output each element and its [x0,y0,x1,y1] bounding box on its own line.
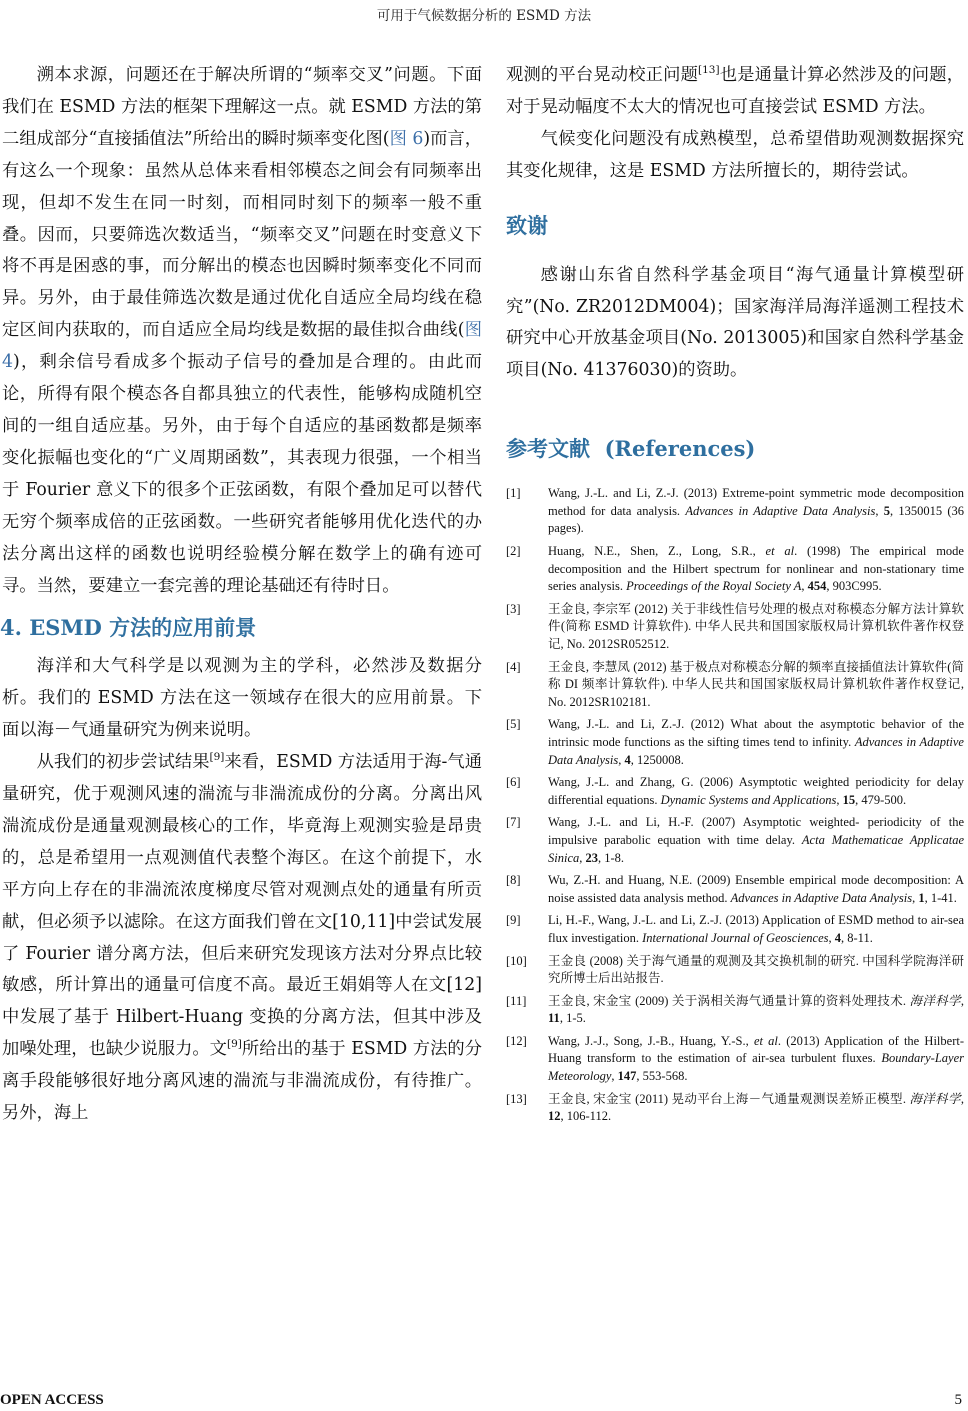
reference-text: 王金良, 宋金宝 (2011) 晃动平台上海－气通量观测误差矫正模型. 海洋科学, 12, 106-112. [548,1091,964,1124]
reference-number: [9] [506,913,521,928]
reference-text: Wang, J.-L. and Li, H.-F. (2007) Asymptotic weighted- periodicity of the impulsive parabolic equation with time delay. Acta Mathematicae Applicatae Sinica, 23, 1-8. [548,815,965,865]
reference-text: Wang, J.-L. and Li, Z.-J. (2012) What about the asymptotic behavior of the intrinsic mode functions as the sifting times tend to infinity. Advances in Adaptive Data Analysis, 4, 1250008. [548,717,964,767]
reference-text: 王金良, 宋金宝 (2009) 关于涡相关海气通量计算的资料处理技术. 海洋科学, 11, 1-5. [548,993,964,1026]
reference-item [506,1091,964,1126]
reference-text: Wang, J.-L. and Li, Z.-J. (2013) Extreme-point symmetric mode decomposition method for data analysis. Advances in Adaptive Data Analysis, 5, 1350015 (36 pages). [548,486,965,536]
right-column [506,60,964,1131]
reference-item [506,872,964,907]
reference-list [506,485,964,1126]
citation-superscript: [9] [227,1038,242,1051]
reference-item [506,953,964,988]
citation-superscript: [13] [698,64,720,77]
text-span: )，剩余信号看成多个振动子信号的叠加是合理的。由此而论，所得有限个模态各自都具独立的代表性，能够构成随机空间的一组自适应基。另外，由于每个自适应的基函数都是频率变化振幅也变化的“广义周期函数”，其表现力很强，一个相当于 Fourier 意义下的很多个正弦函数，有限个叠加足可以替代无穷个频率成倍的正弦函数。一些研究者能够用优化迭代的办法分离出这样的函数也说明经验模分解在数学上的确有迹可寻。当然，要建立一套完善的理论基础还有待时日。 [2,352,482,596]
paragraph-climate-change: 气候变化问题没有成熟模型，总希望借助观测数据探究其变化规律，这是 ESMD 方法所擅长的，期待尝试。 [506,128,964,181]
figure-4-link[interactable]: 图 4 [2,320,482,373]
reference-item [506,485,964,538]
reference-item [506,814,964,867]
reference-number: [11] [506,993,527,1008]
reference-text: 王金良 (2008) 关于海气通量的观测及其交换机制的研究. 中国科学院海洋研究所博士后出站报告. [548,953,964,986]
reference-number: [6] [506,775,521,790]
paragraph-application-intro: 海洋和大气科学是以观测为主的学科，必然涉及数据分析。我们的 ESMD 方法在这一领域存在很大的应用前景。下面以海－气通量研究为例来说明。 [2,656,482,741]
section-4-heading: 4. ESMD 方法的应用前景 [0,615,257,641]
text-span: 所给出的基于 ESMD 方法的分离手段能够很好地分离风速的湍流与非湍流成份，有待推广。另外，海上 [2,1039,482,1124]
reference-number: [7] [506,815,521,830]
running-header: 可用于气候数据分析的 ESMD 方法 [376,8,592,24]
text-span: 来看，ESMD 方法适用于海-气通量研究，优于观测风速的湍流与非湍流成份的分离。分离出风湍流成份是通量观测最核心的工作，毕竟海上观测实验是昂贵的，总是希望用一点观测值代表整个海区。在这个前提下，水平方向上存在的非湍流浓度梯度尽管对观测点处的通量有所贡献，但必须予以滤除。在这方面我们曾在文[10,11]中尝试发展了 Fourier 谱分离方法，但后来研究发现该方法对分界点比较敏感，所计算出的通量可信度不高。最近王娟娟等人在文[12]中发展了基于 Hilbert-Huang 变换的分离方法，但其中涉及加噪处理，也缺少说服力。文 [2,752,482,1060]
text-span: 溯本求源，问题还在于解决所谓的“频率交叉”问题。下面我们在 ESMD 方法的框架下理解这一点。就 ESMD 方法的第二组成部分“直接插值法”所给出的瞬时频率变化图( [2,65,482,149]
reference-item [506,716,964,769]
reference-number: [12] [506,1033,527,1048]
reference-text: Li, H.-F., Wang, J.-L. and Li, Z.-J. (2013) Application of ESMD method to air-sea flux investigation. International Journal of Geosciences, 4, 8-11. [548,913,964,945]
open-access-label: OPEN ACCESS [0,1392,104,1408]
reference-text: Wang, J.-J., Song, J.-B., Huang, Y.-S., et al. (2013) Application of the Hilbert-Huang transform to the estimation of air-sea turbulent fluxes. Boundary-Layer Meteorology, 147, 553-568. [548,1033,964,1084]
page-number: 5 [954,1392,962,1408]
paragraph-platform-motion [506,60,964,124]
reference-text: Wu, Z.-H. and Huang, N.E. (2009) Ensemble empirical mode decomposition: A noise assisted data analysis method. Advances in Adaptive Data Analysis, 1, 1-41. [548,873,964,905]
text-span: 从我们的初步尝试结果 [36,752,210,773]
reference-item [506,912,964,947]
reference-text: Wang, J.-L. and Zhang, G. (2006) Asymptotic weighted periodicity for delay differential equations. Dynamic Systems and Applications, 15, 479-500. [548,775,964,807]
reference-number: [5] [506,717,521,732]
reference-number: [8] [506,873,521,888]
left-column [0,60,482,1130]
figure-6-link[interactable]: 图 6 [389,128,424,149]
reference-number: [10] [506,953,527,968]
text-span: )而言，有这么一个现象：虽然从总体来看相邻模态之间会有同频率出现，但却不发生在同一时刻，而相同时刻下的频率一般不重叠。因而，只要筛选次数适当，“频率交叉”问题在时变意义下将不再是困惑的事，而分解出的模态也因瞬时频率变化不同而异。另外，由于最佳筛选次数是通过优化自适应全局均线在稳定区间内获取的，而自适应全局均线是数据的最佳拟合曲线( [2,128,482,341]
reference-item [506,993,964,1028]
citation-superscript: [9] [209,751,225,764]
references-heading: 参考文献 (References) [506,436,756,462]
reference-text: 王金良, 李宗军 (2012) 关于非线性信号处理的极点对称模态分解方法计算软件(简称 ESMD 计算软件). 中华人民共和国国家版权局计算机软件著作权登记, No. 2012SR052512. [548,601,964,651]
reference-number: [13] [506,1091,527,1106]
reference-item [506,543,964,596]
reference-number: [2] [506,544,521,559]
reference-number: [1] [506,486,521,501]
acknowledgement-heading: 致谢 [506,213,548,238]
reference-text: 王金良, 李慧凤 (2012) 基于极点对称模态分解的频率直接插值法计算软件(简称 DI 频率计算软件). 中华人民共和国国家版权局计算机软件著作权登记, No. 2012SR102181. [548,659,964,709]
reference-item [506,601,964,654]
reference-text: Huang, N.E., Shen, Z., Long, S.R., et al. (1998) The empirical mode decomposition and the Hilbert spectrum for nonlinear and non-stationary time series analysis. Proceedings of the Royal Society A, 454, 903C995. [548,544,964,594]
reference-item [506,774,964,809]
paragraph-air-sea-flux [0,747,482,1130]
text-span: 也是通量计算必然涉及的问题，对于晃动幅度不太大的情况也可直接尝试 ESMD 方法。 [506,65,964,117]
acknowledgement-text: 感谢山东省自然科学基金项目“海气通量计算模型研究”(No. ZR2012DM004)；国家海洋局海洋遥测工程技术研究中心开放基金项目(No. 2013005)和国家自然科学基金项目(No. 41376030)的资助。 [506,264,964,381]
reference-number: [3] [506,601,521,616]
paragraph-frequency-crossing [0,60,482,602]
text-span: 观测的平台晃动校正问题 [506,65,699,85]
reference-item [506,1033,964,1086]
reference-number: [4] [506,659,521,674]
reference-item [506,659,964,712]
